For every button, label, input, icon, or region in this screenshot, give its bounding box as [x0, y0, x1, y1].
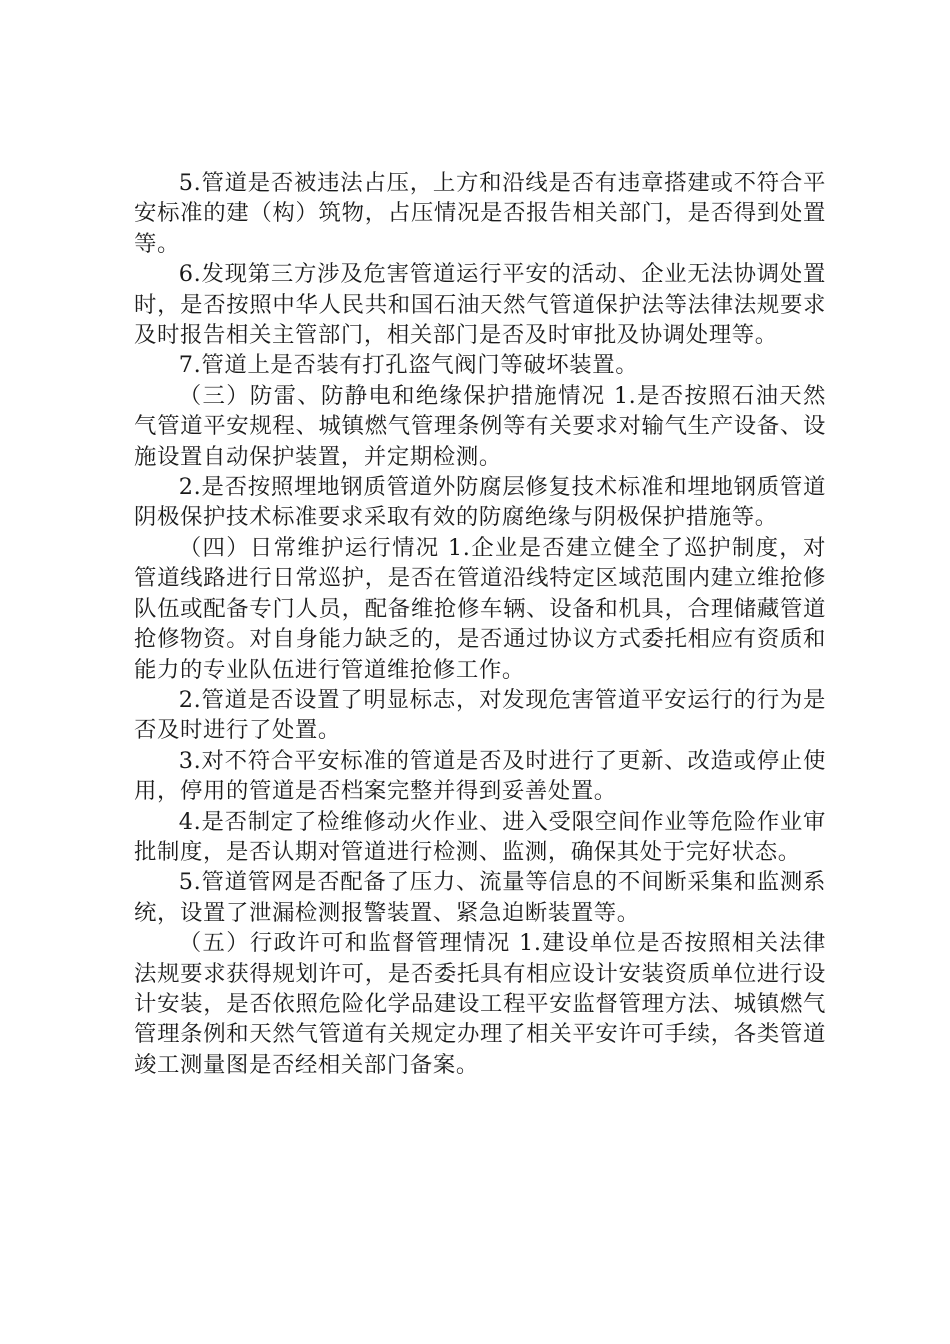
paragraph-section-4-daily-maintenance: （四）日常维护运行情况 1.企业是否建立健全了巡护制度，对管道线路进行日常巡护，是否在管道沿线特定区域范围内建立维抢修队伍或配备专门人员，配备维抢修车辆、设备和机具，合理储藏管道抢修物资。对自身能力缺乏的，是否通过协议方式委托相应有资质和能力的专业队伍进行管道维抢修工作。 — [134, 534, 826, 683]
paragraph-item-7-theft-valve: 7.管道上是否装有打孔盗气阀门等破坏装置。 — [178, 352, 639, 379]
paragraph-item-6-third-party: 6.发现第三方涉及危害管道运行平安的活动、企业无法协调处置时，是否按照中华人民共和国石油天然气管道保护法等法律法规要求及时报告相关主管部门，相关部门是否及时审批及协调处理等。 — [134, 261, 826, 349]
paragraph-section-5-administrative: （五）行政许可和监督管理情况 1.建设单位是否按照相关法律法规要求获得规划许可，是否委托具有相应设计安装资质单位进行设计安装，是否依照危险化学品建设工程平安监督管理方法、城镇燃气管理条例和天然气管道有关规定办理了相关平安许可手续，各类管道竣工测量图是否经相关部门备案。 — [134, 930, 826, 1078]
paragraph-section-4-item-3-renewal: 3.对不符合平安标准的管道是否及时进行了更新、改造或停止使用，停用的管道是否档案完整并得到妥善处置。 — [134, 747, 826, 805]
paragraph-section-4-item-2-signs: 2.管道是否设置了明显标志，对发现危害管道平安运行的行为是否及时进行了处置。 — [134, 686, 826, 744]
paragraph-item-5-occupation: 5.管道是否被违法占压，上方和沿线是否有违章搭建或不符合平安标准的建（构）筑物，占压情况是否报告相关部门，是否得到处置等。 — [134, 170, 826, 257]
paragraph-section-4-item-4-permits: 4.是否制定了检维修动火作业、进入受限空间作业等危险作业审批制度，是否认期对管道进行检测、监测，确保其处于完好状态。 — [134, 808, 826, 865]
paragraph-section-4-item-5-monitoring: 5.管道管网是否配备了压力、流量等信息的不间断采集和监测系统，设置了泄漏检测报警装置、紧急迫断装置等。 — [134, 869, 826, 926]
paragraph-section-3-item-2-anticorrosion: 2.是否按照埋地钢质管道外防腐层修复技术标准和埋地钢质管道阴极保护技术标准要求采取有效的防腐绝缘与阴极保护措施等。 — [134, 474, 826, 531]
paragraph-section-3-lightning-protection: （三）防雷、防静电和绝缘保护措施情况 1.是否按照石油天然气管道平安规程、城镇燃气管理条例等有关要求对输气生产设备、设施设置自动保护装置，并定期检测。 — [134, 382, 826, 470]
document-body — [134, 168, 826, 1080]
